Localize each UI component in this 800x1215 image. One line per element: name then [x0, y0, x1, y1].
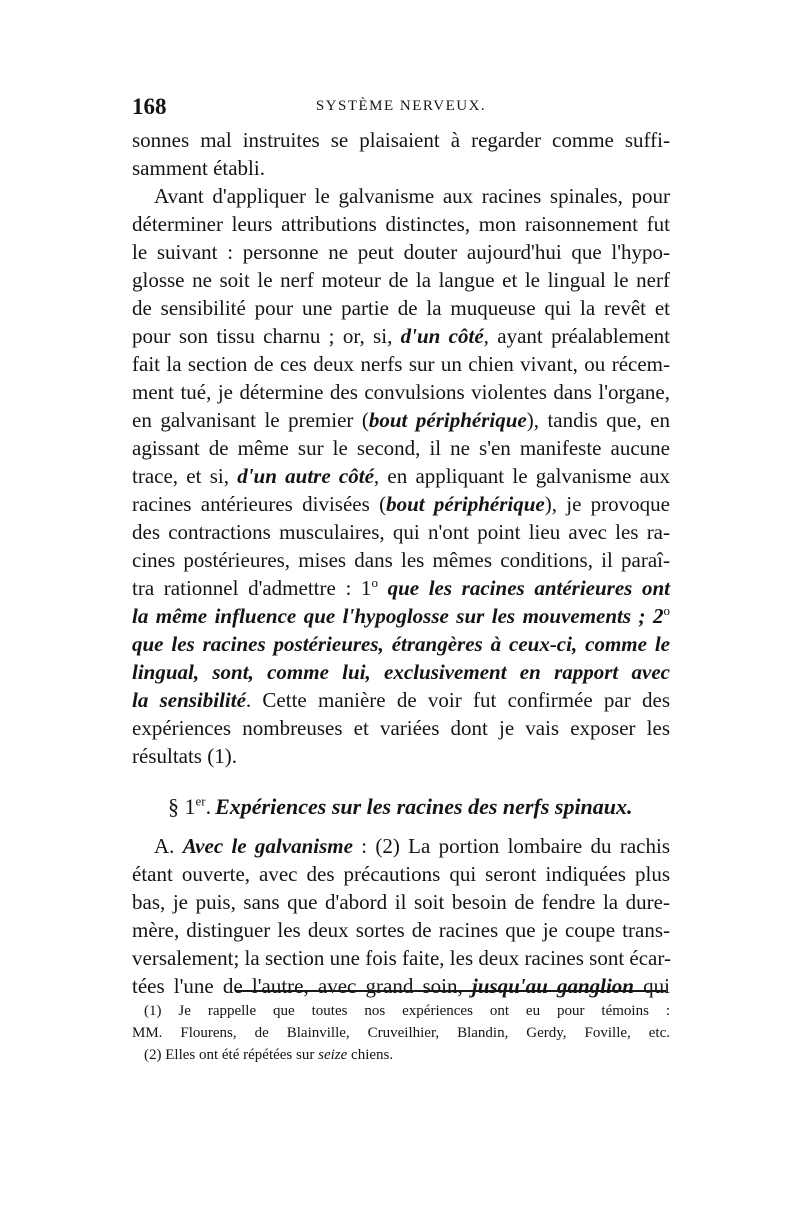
text-line: expériences nombreuses et variées dont je vais exposer les: [132, 716, 670, 740]
emphasis: d'un côté: [400, 324, 484, 348]
body-text: [132, 126, 670, 1000]
section-heading: [132, 790, 670, 824]
section-title: Expériences sur les racines des nerfs spinaux.: [215, 794, 633, 819]
emphasis: la sensibilité: [132, 688, 246, 712]
text-run: en galvanisant le premier (: [132, 408, 369, 432]
text-run: (2) Elles ont été répétées sur: [144, 1047, 319, 1063]
text-run: ), tandis que, en: [526, 408, 670, 432]
text-line: [132, 322, 670, 350]
section-dot: .: [205, 794, 212, 819]
emphasis: seize: [318, 1047, 348, 1063]
text-line: que les racines postérieures, étrangères à ceux-ci, comme le: [132, 632, 670, 656]
text-run: , en appliquant le galvanisme aux: [373, 464, 670, 488]
superscript: o: [371, 575, 378, 590]
text-line: mère, distinguer les deux sortes de racines que je coupe trans-: [132, 918, 670, 942]
footnote-line: MM. Flourens, de Blainville, Cruveilhier, Blandin, Gerdy, Foville, etc.: [132, 1025, 670, 1041]
text-line: [132, 832, 670, 860]
running-title: SYSTÈME NERVEUX.: [315, 98, 487, 114]
text-run: trace, et si,: [132, 464, 238, 488]
text-run: chiens.: [347, 1047, 394, 1063]
text-line: déterminer leurs attributions distinctes, mon raisonnement fut: [132, 212, 670, 236]
superscript: o: [663, 603, 670, 618]
text-line: de sensibilité pour une partie de la muqueuse qui la revêt et: [132, 296, 670, 320]
text-line: versalement; la section une fois faite, les deux racines sont écar-: [132, 946, 671, 970]
page-header: [132, 94, 670, 124]
text-line: [132, 686, 670, 714]
text-line: [132, 972, 670, 1000]
text-run: qui: [634, 974, 670, 998]
page-number: 168: [132, 94, 167, 119]
text-line: [132, 462, 670, 490]
text-line: glosse ne soit le nerf moteur de la langue et le lingual le nerf: [132, 268, 670, 292]
emphasis: que les racines antérieures ont: [387, 576, 670, 600]
text-line: sonnes mal instruites se plaisaient à regarder comme suffi-: [132, 128, 670, 152]
emphasis: la même influence que l'hypoglosse sur les mouvements ; 2: [132, 604, 664, 628]
text-run: A.: [154, 834, 183, 858]
text-line: [132, 602, 670, 630]
text-line: [132, 406, 670, 434]
text-line: résultats (1).: [132, 744, 237, 768]
footnote-divider: [236, 990, 666, 992]
text-line: le suivant : personne ne peut douter aujourd'hui que l'hypo-: [132, 240, 670, 264]
text-run: pour son tissu charnu ; or, si,: [132, 324, 401, 348]
text-line: [132, 574, 670, 602]
text-run: , ayant préalablement: [483, 324, 671, 348]
emphasis: bout périphérique: [386, 492, 545, 516]
superscript: er: [195, 793, 206, 809]
text-line: bas, je puis, sans que d'abord il soit besoin de fendre la dure-: [132, 890, 670, 914]
emphasis: bout périphérique: [368, 408, 527, 432]
text-line: des contractions musculaires, qui n'ont point lieu avec les ra-: [132, 520, 670, 544]
text-run: ), je provoque: [544, 492, 670, 516]
text-run: : (2) La portion lombaire du rachis: [352, 834, 670, 858]
text-line: agissant de même sur le second, il ne s'en manifeste aucune: [132, 436, 670, 460]
text-line: lingual, sont, comme lui, exclusivement en rapport avec: [132, 660, 670, 684]
spacer: [132, 770, 670, 790]
emphasis: d'un autre côté: [237, 464, 374, 488]
text-line: [132, 490, 670, 518]
section-symbol: § 1: [168, 794, 196, 819]
text-run: . Cette manière de voir fut confirmée par des: [245, 688, 670, 712]
spacer: [132, 824, 670, 832]
text-line: fait la section de ces deux nerfs sur un chien vivant, ou récem-: [132, 352, 670, 376]
footnotes: [132, 1000, 670, 1066]
text-run: tra rationnel d'admettre : 1: [132, 576, 372, 600]
text-line: étant ouverte, avec des précautions qui seront indiquées plus: [132, 862, 670, 886]
footnote-line: [132, 1044, 670, 1066]
text-line: cines postérieures, mises dans les mêmes conditions, il paraî-: [132, 548, 670, 572]
text-run: tées l'une de l'autre, avec grand soin,: [132, 974, 472, 998]
footnote-line: (1) Je rappelle que toutes nos expériences ont eu pour témoins :: [144, 1003, 670, 1019]
text-line: samment établi.: [132, 156, 265, 180]
text-line: ment tué, je détermine des convulsions violentes dans l'organe,: [132, 380, 670, 404]
text-run: racines antérieures divisées (: [132, 492, 387, 516]
text-line: Avant d'appliquer le galvanisme aux racines spinales, pour: [154, 184, 670, 208]
emphasis: jusqu'au ganglion: [471, 974, 634, 998]
emphasis: Avec le galvanisme: [182, 834, 353, 858]
